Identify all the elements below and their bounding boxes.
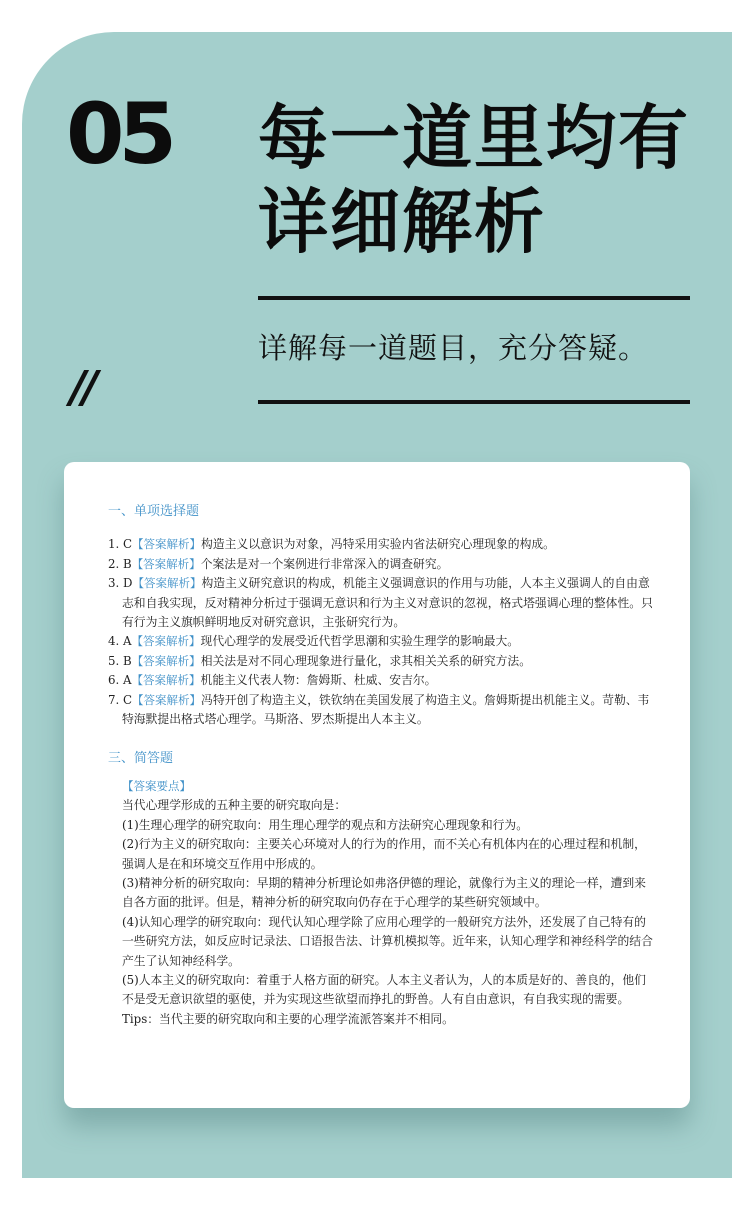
slash-decoration: //	[70, 362, 95, 413]
answer-item-3: 3. D【答案解析】构造主义研究意识的构成，机能主义强调意识的作用与功能，人本主义强调人的自由意志和自我实现，反对精神分析过于强调无意识和行为主义对意识的忽视，格式塔强调心理的整体性。只有行为主义旗帜鲜明地反对研究意识，主张研究行为。	[108, 576, 653, 630]
answer-document	[108, 502, 654, 1029]
answer-paragraph: (5)人本主义的研究取向：着重于人格方面的研究。人本主义者认为，人的本质是好的、善良的，他们不是受无意识欲望的驱使，并为实现这些欲望而挣扎的野兽。人有自由意识，有自我实现的需要。	[122, 972, 646, 1007]
answer-item-5: 5. B【答案解析】相关法是对不同心理现象进行量化，求其相关关系的研究方法。	[108, 653, 532, 668]
title-line-1: 每一道里均有	[258, 97, 690, 179]
title-line-2: 详细解析	[258, 181, 546, 263]
answer-tag: 【答案解析】	[131, 653, 201, 668]
section-title-short-answer: 三、简答题	[108, 751, 174, 767]
answer-tag: 【答案解析】	[132, 692, 202, 707]
tips-note: Tips：当代主要的研究取向和主要的心理学流派答案并不相同。	[122, 1011, 454, 1026]
answer-tag: 【答案解析】	[131, 634, 201, 649]
page-title	[258, 96, 698, 264]
answer-item-6: 6. A【答案解析】机能主义代表人物：詹姆斯、杜威、安吉尔。	[108, 673, 437, 688]
answer-tag: 【答案解析】	[132, 537, 202, 552]
answer-item-7: 7. C【答案解析】冯特开创了构造主义，铁钦纳在美国发展了构造主义。詹姆斯提出机能主义。苛勒、韦特海默提出格式塔心理学。马斯洛、罗杰斯提出人本主义。	[108, 692, 650, 727]
answer-paragraph: (4)认知心理学的研究取向：现代认知心理学除了应用心理学的一般研究方法外，还发展了自己特有的一些研究方法，如反应时记录法、口语报告法、计算机模拟等。近年来，认知心理学和神经科学的结合产生了认知神经科学。	[122, 914, 653, 968]
answer-paragraph: (3)精神分析的研究取向：早期的精神分析理论如弗洛伊德的理论，就像行为主义的理论一样，遭到来自各方面的批评。但是，精神分析的研究取向仍存在于心理学的某些研究领域中。	[122, 875, 646, 910]
key-points-label: 【答案要点】	[122, 778, 191, 793]
divider-bottom	[258, 400, 690, 404]
answer-item-1: 1. C【答案解析】构造主义以意识为对象，冯特采用实验内省法研究心理现象的构成。	[108, 537, 555, 552]
answer-tag: 【答案解析】	[131, 556, 201, 571]
answer-paragraph: (2)行为主义的研究取向：主要关心环境对人的行为的作用，而不关心有机体内在的心理过程和机制，强调人是在和环境交互作用中形成的。	[122, 837, 646, 871]
answer-paragraph: 当代心理学形成的五种主要的研究取向是：	[122, 798, 347, 813]
answer-tag: 【答案解析】	[132, 576, 202, 591]
answer-sheet-card	[64, 462, 690, 1108]
section-number: 05	[66, 85, 171, 183]
answer-item-4: 4. A【答案解析】现代心理学的发展受近代哲学思潮和实验生理学的影响最大。	[108, 634, 520, 649]
section-title-choice: 一、单项选择题	[108, 504, 200, 519]
subtitle: 详解每一道题目，充分答疑。	[258, 331, 649, 365]
divider-top	[258, 296, 690, 300]
short-answer-block	[108, 777, 654, 1029]
answer-item-2: 2. B【答案解析】个案法是对一个案例进行非常深入的调查研究。	[108, 556, 449, 571]
answer-tag: 【答案解析】	[131, 673, 201, 688]
answer-paragraph: (1)生理心理学的研究取向：用生理心理学的观点和方法研究心理现象和行为。	[122, 817, 529, 832]
